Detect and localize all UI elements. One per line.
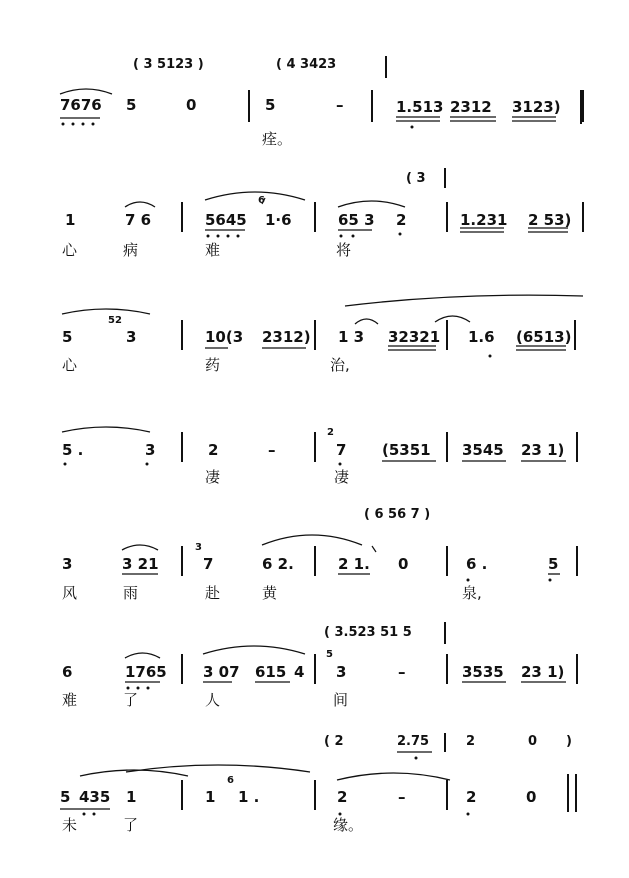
- interlude-top: 0: [528, 734, 538, 749]
- note: 3: [62, 555, 73, 573]
- arrow-mark: [372, 546, 376, 552]
- lyric: 凄: [334, 468, 350, 486]
- note: 1: [205, 788, 216, 806]
- note: 23 1): [521, 663, 565, 681]
- note: 5: [62, 328, 73, 346]
- lyric: 赴: [205, 584, 221, 602]
- note: 1765: [125, 663, 167, 681]
- note: 3: [126, 328, 137, 346]
- note: –: [268, 441, 276, 459]
- note: 3535: [462, 663, 504, 681]
- lyric: 病: [123, 241, 139, 259]
- lyric: 泉,: [462, 584, 482, 602]
- note: 32321: [388, 328, 441, 346]
- note: 0: [186, 96, 197, 114]
- slur: [62, 309, 150, 314]
- lyric: 难: [62, 691, 78, 709]
- slur: [205, 192, 305, 200]
- note: 5: [265, 96, 276, 114]
- lyric: 治,: [330, 356, 350, 374]
- note: 3123): [512, 98, 561, 116]
- slur: [337, 773, 450, 780]
- note: 5: [126, 96, 137, 114]
- interlude-top: ( 3: [406, 171, 426, 186]
- lyric: 缘。: [333, 816, 364, 834]
- lyric: 黄: [262, 584, 278, 602]
- note: 1 .: [238, 788, 260, 806]
- interlude-top: ): [566, 734, 572, 749]
- note: 65 3: [338, 211, 375, 229]
- note: 7: [203, 555, 214, 573]
- note: 1.6: [468, 328, 495, 346]
- note: 2: [396, 211, 407, 229]
- grace-note: 6: [258, 195, 265, 206]
- slur: [60, 89, 112, 94]
- slur: [125, 202, 155, 207]
- note: 3: [336, 663, 347, 681]
- interlude-top: ( 6 56 7 ): [364, 507, 431, 522]
- note: 5: [548, 555, 559, 573]
- grace-note: 6: [227, 775, 234, 786]
- octave-dot: [352, 235, 355, 238]
- lyric: 心: [62, 356, 78, 374]
- octave-dot: [340, 235, 343, 238]
- interlude-top-2: ( 4 3423: [276, 57, 337, 72]
- note: 2 1.: [338, 555, 370, 573]
- octave-dot: [339, 463, 342, 466]
- note: (5351: [382, 441, 431, 459]
- slur: [345, 295, 583, 306]
- lyric: 风: [62, 584, 78, 602]
- note: 3545: [462, 441, 504, 459]
- note: 3 07: [203, 663, 240, 681]
- octave-dot: [207, 235, 210, 238]
- grace-note: 52: [108, 315, 122, 326]
- octave-dot: [147, 687, 150, 690]
- note: 1.513: [396, 98, 444, 116]
- lyric: 间: [333, 691, 349, 709]
- octave-dot: [82, 123, 85, 126]
- octave-dot: [137, 687, 140, 690]
- octave-dot: [227, 235, 230, 238]
- note: 6 .: [466, 555, 488, 573]
- note: 2: [208, 441, 219, 459]
- octave-dot: [399, 233, 402, 236]
- slur: [125, 653, 160, 658]
- note: 2312): [262, 328, 311, 346]
- lyric: 痊。: [262, 130, 293, 148]
- note: –: [336, 96, 344, 114]
- lyric: 将: [336, 241, 352, 259]
- lyric: 了: [123, 816, 139, 834]
- interlude-top: 2.75: [397, 734, 430, 749]
- note: 5 .: [62, 441, 84, 459]
- slur: [122, 545, 158, 550]
- octave-dot: [467, 579, 470, 582]
- interlude-top: 2: [466, 734, 476, 749]
- lyric: 药: [205, 356, 221, 374]
- slur: [203, 646, 305, 654]
- note: 0: [398, 555, 409, 573]
- note: 6 2.: [262, 555, 294, 573]
- lyric: 难: [205, 241, 221, 259]
- lyric: 心: [62, 241, 78, 259]
- note: 3: [145, 441, 156, 459]
- octave-dot: [62, 123, 65, 126]
- note: 435: [79, 788, 111, 806]
- note: 615: [255, 663, 287, 681]
- note: 1·6: [265, 211, 292, 229]
- note: 23 1): [521, 441, 565, 459]
- octave-dot: [127, 687, 130, 690]
- slur: [338, 201, 405, 207]
- octave-dot: [146, 463, 149, 466]
- grace-note: 5: [326, 649, 333, 660]
- slur: [262, 535, 362, 545]
- note: 5645: [205, 211, 247, 229]
- slur: [355, 319, 378, 324]
- note: 2: [337, 788, 348, 806]
- octave-dot: [64, 463, 67, 466]
- interlude-top: ( 3.523 51 5: [324, 625, 412, 640]
- octave-dot: [489, 355, 492, 358]
- note: 6: [62, 663, 73, 681]
- lyric: 雨: [123, 584, 139, 602]
- grace-note: 2: [327, 427, 334, 438]
- octave-dot: [83, 813, 86, 816]
- octave-dot: [411, 126, 414, 129]
- octave-dot: [92, 123, 95, 126]
- note: 0: [526, 788, 537, 806]
- lyric: 凄: [205, 468, 221, 486]
- note: 2 53): [528, 211, 572, 229]
- octave-dot: [467, 813, 470, 816]
- note: 7 6: [125, 211, 152, 229]
- note: 10(3: [205, 328, 244, 346]
- slur: [62, 427, 150, 432]
- grace-note: 3: [195, 542, 202, 553]
- note: –: [398, 788, 406, 806]
- octave-dot: [217, 235, 220, 238]
- slur: [435, 316, 470, 322]
- note: 1 3: [338, 328, 365, 346]
- note: –: [398, 663, 406, 681]
- note: 2: [466, 788, 477, 806]
- note: 7676: [60, 96, 102, 114]
- lyric: 人: [205, 691, 221, 709]
- octave-dot: [93, 813, 96, 816]
- interlude-top: ( 2: [324, 734, 344, 749]
- note: 7: [336, 441, 347, 459]
- note: (6513): [516, 328, 572, 346]
- lyric: 未: [62, 816, 78, 834]
- note: 1: [126, 788, 137, 806]
- note: 4: [294, 663, 305, 681]
- note: 1: [65, 211, 76, 229]
- octave-dot: [549, 579, 552, 582]
- note: 2312: [450, 98, 492, 116]
- lyric: 了: [123, 691, 139, 709]
- note: 5: [60, 788, 71, 806]
- note: 1.231: [460, 211, 508, 229]
- octave-dot: [72, 123, 75, 126]
- interlude-top-1: ( 3 5123 ): [133, 57, 204, 72]
- note: 3 21: [122, 555, 159, 573]
- octave-dot: [415, 757, 418, 760]
- octave-dot: [237, 235, 240, 238]
